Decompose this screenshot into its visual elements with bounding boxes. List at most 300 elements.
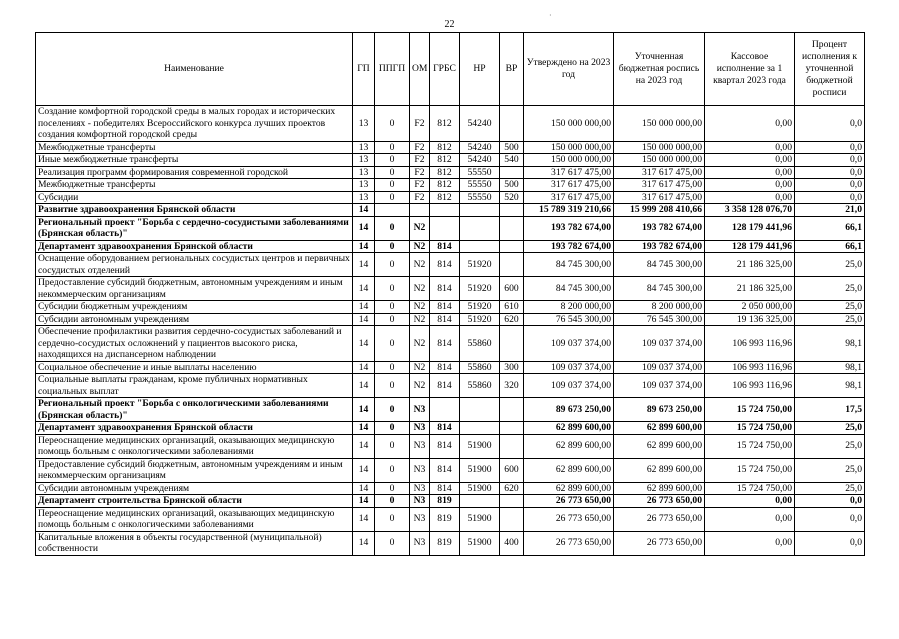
cell-ppgp: 0 xyxy=(375,422,410,435)
cell-approved: 109 037 374,00 xyxy=(524,361,614,374)
cell-approved: 8 200 000,00 xyxy=(524,301,614,314)
cell-om: F2 xyxy=(410,106,430,142)
table-row xyxy=(36,106,865,142)
cell-nr: 51900 xyxy=(460,507,500,531)
cell-gp: 14 xyxy=(353,434,375,458)
cell-grbs: 814 xyxy=(430,326,460,362)
cell-grbs: 819 xyxy=(430,531,460,555)
table-row xyxy=(36,154,865,167)
cell-name: Переоснащение медицинских организаций, оказывающих медицинскую помощь больным с онкологическими заболеваниями xyxy=(36,507,353,531)
cell-executed: 15 724 750,00 xyxy=(705,422,795,435)
cell-gp: 13 xyxy=(353,166,375,179)
cell-name: Межбюджетные трансферты xyxy=(36,141,353,154)
cell-grbs: 814 xyxy=(430,422,460,435)
cell-executed: 21 186 325,00 xyxy=(705,277,795,301)
cell-grbs: 814 xyxy=(430,240,460,253)
cell-percent: 21,0 xyxy=(795,204,865,217)
cell-ppgp xyxy=(375,204,410,217)
cell-grbs: 812 xyxy=(430,179,460,192)
cell-om: N3 xyxy=(410,398,430,422)
cell-nr: 55550 xyxy=(460,191,500,204)
cell-name: Социальное обеспечение и иные выплаты населению xyxy=(36,361,353,374)
cell-refined: 8 200 000,00 xyxy=(614,301,705,314)
cell-approved: 26 773 650,00 xyxy=(524,507,614,531)
cell-name: Субсидии бюджетным учреждениям xyxy=(36,301,353,314)
cell-grbs: 814 xyxy=(430,253,460,277)
cell-refined: 109 037 374,00 xyxy=(614,361,705,374)
cell-executed: 0,00 xyxy=(705,507,795,531)
cell-ppgp: 0 xyxy=(375,398,410,422)
cell-name: Оснащение оборудованием региональных сосудистых центров и первичных сосудистых отделений xyxy=(36,253,353,277)
cell-name: Региональный проект "Борьба с сердечно-сосудистыми заболеваниями (Брянская область)" xyxy=(36,216,353,240)
cell-vr: 400 xyxy=(500,531,524,555)
cell-percent: 0,0 xyxy=(795,166,865,179)
cell-om: N3 xyxy=(410,531,430,555)
cell-grbs xyxy=(430,204,460,217)
cell-vr: 610 xyxy=(500,301,524,314)
table-row xyxy=(36,326,865,362)
cell-nr xyxy=(460,398,500,422)
cell-percent: 66,1 xyxy=(795,240,865,253)
cell-executed: 0,00 xyxy=(705,179,795,192)
cell-om: N3 xyxy=(410,422,430,435)
cell-approved: 84 745 300,00 xyxy=(524,277,614,301)
cell-name: Предоставление субсидий бюджетным, автономным учреждениям и иным некоммерческим организациям xyxy=(36,458,353,482)
cell-gp: 13 xyxy=(353,179,375,192)
cell-executed: 0,00 xyxy=(705,154,795,167)
cell-vr xyxy=(500,422,524,435)
cell-nr: 54240 xyxy=(460,141,500,154)
cell-name: Создание комфортной городской среды в малых городах и исторических поселениях - победителях Всероссийского конкурса лучших проектов создания комфортной городской среды xyxy=(36,106,353,142)
cell-executed: 0,00 xyxy=(705,166,795,179)
cell-grbs: 814 xyxy=(430,374,460,398)
cell-executed: 15 724 750,00 xyxy=(705,458,795,482)
cell-ppgp: 0 xyxy=(375,434,410,458)
cell-om: N3 xyxy=(410,482,430,495)
cell-om: N3 xyxy=(410,434,430,458)
cell-ppgp: 0 xyxy=(375,106,410,142)
col-header-refined: Уточненная бюджетная роспись на 2023 год xyxy=(614,33,705,106)
cell-om: F2 xyxy=(410,141,430,154)
cell-nr: 51920 xyxy=(460,313,500,326)
cell-percent: 25,0 xyxy=(795,434,865,458)
cell-gp: 14 xyxy=(353,301,375,314)
cell-percent: 25,0 xyxy=(795,253,865,277)
cell-grbs: 814 xyxy=(430,301,460,314)
cell-gp: 14 xyxy=(353,531,375,555)
cell-vr: 520 xyxy=(500,191,524,204)
cell-executed: 0,00 xyxy=(705,191,795,204)
cell-gp: 14 xyxy=(353,507,375,531)
cell-name: Предоставление субсидий бюджетным, автономным учреждениям и иным некоммерческим организациям xyxy=(36,277,353,301)
cell-refined: 76 545 300,00 xyxy=(614,313,705,326)
cell-gp: 14 xyxy=(353,204,375,217)
cell-vr xyxy=(500,326,524,362)
cell-om xyxy=(410,204,430,217)
cell-gp: 14 xyxy=(353,458,375,482)
cell-om: N2 xyxy=(410,240,430,253)
cell-vr xyxy=(500,398,524,422)
table-row xyxy=(36,216,865,240)
cell-refined: 317 617 475,00 xyxy=(614,166,705,179)
col-header-approved: Утверждено на 2023 год xyxy=(524,33,614,106)
cell-name: Развитие здравоохранения Брянской области xyxy=(36,204,353,217)
cell-om: N2 xyxy=(410,313,430,326)
cell-refined: 109 037 374,00 xyxy=(614,374,705,398)
cell-approved: 193 782 674,00 xyxy=(524,240,614,253)
cell-executed: 128 179 441,96 xyxy=(705,216,795,240)
cell-om: N3 xyxy=(410,495,430,508)
col-header-percent: Процент исполнения к уточненной бюджетной росписи xyxy=(795,33,865,106)
cell-refined: 15 999 208 410,66 xyxy=(614,204,705,217)
cell-name: Департамент здравоохранения Брянской области xyxy=(36,422,353,435)
cell-refined: 26 773 650,00 xyxy=(614,495,705,508)
cell-percent: 0,0 xyxy=(795,154,865,167)
cell-gp: 13 xyxy=(353,141,375,154)
cell-percent: 98,1 xyxy=(795,374,865,398)
cell-nr: 51900 xyxy=(460,531,500,555)
col-header-gp: ГП xyxy=(353,33,375,106)
cell-vr: 620 xyxy=(500,313,524,326)
cell-name: Переоснащение медицинских организаций, оказывающих медицинскую помощь больным с онкологическими заболеваниями xyxy=(36,434,353,458)
cell-nr: 55860 xyxy=(460,374,500,398)
cell-approved: 109 037 374,00 xyxy=(524,374,614,398)
cell-refined: 150 000 000,00 xyxy=(614,154,705,167)
cell-executed: 0,00 xyxy=(705,495,795,508)
cell-vr xyxy=(500,434,524,458)
col-header-om: ОМ xyxy=(410,33,430,106)
cell-vr: 500 xyxy=(500,141,524,154)
table-row xyxy=(36,240,865,253)
cell-om: F2 xyxy=(410,166,430,179)
cell-refined: 317 617 475,00 xyxy=(614,179,705,192)
cell-ppgp: 0 xyxy=(375,531,410,555)
cell-vr xyxy=(500,253,524,277)
cell-ppgp: 0 xyxy=(375,313,410,326)
cell-nr xyxy=(460,216,500,240)
cell-approved: 150 000 000,00 xyxy=(524,106,614,142)
table-row xyxy=(36,434,865,458)
cell-om: N2 xyxy=(410,277,430,301)
cell-vr: 320 xyxy=(500,374,524,398)
cell-percent: 25,0 xyxy=(795,301,865,314)
cell-name: Департамент здравоохранения Брянской области xyxy=(36,240,353,253)
table-row xyxy=(36,531,865,555)
cell-grbs: 812 xyxy=(430,106,460,142)
cell-nr: 51900 xyxy=(460,482,500,495)
col-header-name: Наименование xyxy=(36,33,353,106)
cell-approved: 62 899 600,00 xyxy=(524,458,614,482)
cell-executed: 0,00 xyxy=(705,531,795,555)
cell-executed: 15 724 750,00 xyxy=(705,482,795,495)
cell-ppgp: 0 xyxy=(375,458,410,482)
cell-name: Иные межбюджетные трансферты xyxy=(36,154,353,167)
table-row xyxy=(36,166,865,179)
cell-refined: 62 899 600,00 xyxy=(614,434,705,458)
cell-grbs: 812 xyxy=(430,141,460,154)
cell-refined: 26 773 650,00 xyxy=(614,507,705,531)
cell-refined: 89 673 250,00 xyxy=(614,398,705,422)
table-row xyxy=(36,301,865,314)
cell-grbs xyxy=(430,216,460,240)
cell-percent: 25,0 xyxy=(795,482,865,495)
cell-refined: 150 000 000,00 xyxy=(614,106,705,142)
cell-approved: 26 773 650,00 xyxy=(524,531,614,555)
cell-name: Межбюджетные трансферты xyxy=(36,179,353,192)
cell-refined: 84 745 300,00 xyxy=(614,277,705,301)
cell-ppgp: 0 xyxy=(375,216,410,240)
cell-nr xyxy=(460,204,500,217)
cell-nr: 51920 xyxy=(460,253,500,277)
cell-percent: 0,0 xyxy=(795,106,865,142)
table-row xyxy=(36,277,865,301)
cell-ppgp: 0 xyxy=(375,301,410,314)
cell-approved: 317 617 475,00 xyxy=(524,191,614,204)
cell-ppgp: 0 xyxy=(375,179,410,192)
cell-grbs: 814 xyxy=(430,434,460,458)
cell-grbs: 814 xyxy=(430,361,460,374)
cell-gp: 14 xyxy=(353,253,375,277)
table-row xyxy=(36,204,865,217)
cell-ppgp: 0 xyxy=(375,495,410,508)
cell-percent: 0,0 xyxy=(795,531,865,555)
cell-vr: 540 xyxy=(500,154,524,167)
cell-name: Субсидии автономным учреждениям xyxy=(36,482,353,495)
cell-approved: 89 673 250,00 xyxy=(524,398,614,422)
cell-om: N2 xyxy=(410,216,430,240)
cell-nr: 51920 xyxy=(460,277,500,301)
cell-vr: 620 xyxy=(500,482,524,495)
table-row xyxy=(36,141,865,154)
cell-approved: 150 000 000,00 xyxy=(524,141,614,154)
cell-gp: 14 xyxy=(353,398,375,422)
cell-approved: 15 789 319 210,66 xyxy=(524,204,614,217)
cell-grbs: 814 xyxy=(430,482,460,495)
cell-vr xyxy=(500,204,524,217)
cell-name: Субсидии xyxy=(36,191,353,204)
cell-vr xyxy=(500,495,524,508)
cell-approved: 62 899 600,00 xyxy=(524,422,614,435)
cell-refined: 62 899 600,00 xyxy=(614,458,705,482)
table-body xyxy=(36,106,865,556)
cell-gp: 14 xyxy=(353,313,375,326)
cell-gp: 13 xyxy=(353,106,375,142)
cell-percent: 25,0 xyxy=(795,458,865,482)
cell-refined: 26 773 650,00 xyxy=(614,531,705,555)
cell-percent: 25,0 xyxy=(795,422,865,435)
cell-ppgp: 0 xyxy=(375,326,410,362)
cell-executed: 15 724 750,00 xyxy=(705,434,795,458)
cell-approved: 150 000 000,00 xyxy=(524,154,614,167)
cell-grbs: 814 xyxy=(430,458,460,482)
cell-approved: 193 782 674,00 xyxy=(524,216,614,240)
cell-refined: 84 745 300,00 xyxy=(614,253,705,277)
cell-name: Капитальные вложения в объекты государственной (муниципальной) собственности xyxy=(36,531,353,555)
cell-ppgp: 0 xyxy=(375,191,410,204)
cell-om: N2 xyxy=(410,361,430,374)
cell-refined: 62 899 600,00 xyxy=(614,422,705,435)
cell-ppgp: 0 xyxy=(375,507,410,531)
cell-om: N3 xyxy=(410,458,430,482)
cell-grbs: 814 xyxy=(430,313,460,326)
table-row xyxy=(36,482,865,495)
cell-refined: 62 899 600,00 xyxy=(614,482,705,495)
cell-om: N2 xyxy=(410,301,430,314)
cell-om: N2 xyxy=(410,326,430,362)
cell-name: Департамент строительства Брянской области xyxy=(36,495,353,508)
table-row xyxy=(36,458,865,482)
cell-nr xyxy=(460,240,500,253)
cell-approved: 317 617 475,00 xyxy=(524,166,614,179)
cell-nr: 55550 xyxy=(460,179,500,192)
cell-percent: 25,0 xyxy=(795,277,865,301)
cell-ppgp: 0 xyxy=(375,361,410,374)
cell-executed: 2 050 000,00 xyxy=(705,301,795,314)
cell-gp: 14 xyxy=(353,495,375,508)
col-header-grbs: ГРБС xyxy=(430,33,460,106)
cell-nr: 54240 xyxy=(460,154,500,167)
cell-name: Субсидии автономным учреждениям xyxy=(36,313,353,326)
cell-approved: 109 037 374,00 xyxy=(524,326,614,362)
cell-executed: 0,00 xyxy=(705,106,795,142)
table-header-row xyxy=(36,33,865,106)
cell-om: N2 xyxy=(410,374,430,398)
cell-ppgp: 0 xyxy=(375,277,410,301)
page-number: 22 xyxy=(444,19,455,30)
col-header-vr: ВР xyxy=(500,33,524,106)
table-row xyxy=(36,361,865,374)
cell-refined: 109 037 374,00 xyxy=(614,326,705,362)
cell-om: F2 xyxy=(410,179,430,192)
cell-gp: 14 xyxy=(353,277,375,301)
cell-gp: 13 xyxy=(353,154,375,167)
table-row xyxy=(36,374,865,398)
cell-percent: 0,0 xyxy=(795,495,865,508)
cell-grbs: 812 xyxy=(430,154,460,167)
cell-gp: 14 xyxy=(353,361,375,374)
cell-percent: 25,0 xyxy=(795,313,865,326)
col-header-ppgp: ППГП xyxy=(375,33,410,106)
cell-grbs: 812 xyxy=(430,191,460,204)
cell-approved: 76 545 300,00 xyxy=(524,313,614,326)
table-row xyxy=(36,313,865,326)
cell-om: F2 xyxy=(410,191,430,204)
cell-nr: 51920 xyxy=(460,301,500,314)
col-header-executed: Кассовое исполнение за 1 квартал 2023 года xyxy=(705,33,795,106)
cell-grbs: 814 xyxy=(430,277,460,301)
cell-approved: 26 773 650,00 xyxy=(524,495,614,508)
cell-ppgp: 0 xyxy=(375,374,410,398)
cell-ppgp: 0 xyxy=(375,482,410,495)
table-row xyxy=(36,507,865,531)
budget-table xyxy=(35,32,865,556)
col-header-nr: НР xyxy=(460,33,500,106)
cell-name: Реализация программ формирования современной городской xyxy=(36,166,353,179)
cell-nr: 54240 xyxy=(460,106,500,142)
cell-grbs: 812 xyxy=(430,166,460,179)
cell-executed: 19 136 325,00 xyxy=(705,313,795,326)
table-row xyxy=(36,422,865,435)
cell-om: F2 xyxy=(410,154,430,167)
table-row xyxy=(36,398,865,422)
cell-percent: 0,0 xyxy=(795,191,865,204)
cell-name: Обеспечение профилактики развития сердечно-сосудистых заболеваний и сердечно-сосудистых осложнений у пациентов высокого риска, находящихся на диспансерном наблюдении xyxy=(36,326,353,362)
cell-nr: 55860 xyxy=(460,326,500,362)
cell-percent: 66,1 xyxy=(795,216,865,240)
cell-vr xyxy=(500,507,524,531)
cell-nr: 51900 xyxy=(460,458,500,482)
cell-approved: 62 899 600,00 xyxy=(524,434,614,458)
cell-ppgp: 0 xyxy=(375,141,410,154)
cell-name: Региональный проект "Борьба с онкологическими заболеваниями (Брянская область)" xyxy=(36,398,353,422)
cell-approved: 317 617 475,00 xyxy=(524,179,614,192)
cell-gp: 14 xyxy=(353,216,375,240)
cell-executed: 128 179 441,96 xyxy=(705,240,795,253)
table-row xyxy=(36,495,865,508)
cell-name: Социальные выплаты гражданам, кроме публичных нормативных социальных выплат xyxy=(36,374,353,398)
cell-executed: 15 724 750,00 xyxy=(705,398,795,422)
cell-gp: 14 xyxy=(353,326,375,362)
cell-gp: 14 xyxy=(353,240,375,253)
cell-executed: 21 186 325,00 xyxy=(705,253,795,277)
cell-gp: 14 xyxy=(353,482,375,495)
cell-percent: 0,0 xyxy=(795,141,865,154)
cell-vr: 600 xyxy=(500,277,524,301)
cell-gp: 14 xyxy=(353,422,375,435)
cell-vr xyxy=(500,106,524,142)
cell-vr xyxy=(500,166,524,179)
cell-refined: 317 617 475,00 xyxy=(614,191,705,204)
cell-nr: 51900 xyxy=(460,434,500,458)
cell-executed: 3 358 128 076,70 xyxy=(705,204,795,217)
cell-vr: 300 xyxy=(500,361,524,374)
cell-nr: 55860 xyxy=(460,361,500,374)
cell-percent: 98,1 xyxy=(795,326,865,362)
cell-grbs: 819 xyxy=(430,495,460,508)
cell-nr: 55550 xyxy=(460,166,500,179)
cell-refined: 193 782 674,00 xyxy=(614,216,705,240)
cell-vr: 500 xyxy=(500,179,524,192)
cell-ppgp: 0 xyxy=(375,253,410,277)
scan-mark: · xyxy=(549,11,552,20)
cell-approved: 62 899 600,00 xyxy=(524,482,614,495)
cell-ppgp: 0 xyxy=(375,154,410,167)
table-row xyxy=(36,179,865,192)
cell-vr: 600 xyxy=(500,458,524,482)
cell-percent: 0,0 xyxy=(795,507,865,531)
cell-gp: 14 xyxy=(353,374,375,398)
cell-percent: 17,5 xyxy=(795,398,865,422)
cell-approved: 84 745 300,00 xyxy=(524,253,614,277)
cell-ppgp: 0 xyxy=(375,240,410,253)
cell-grbs: 819 xyxy=(430,507,460,531)
cell-executed: 0,00 xyxy=(705,141,795,154)
cell-vr xyxy=(500,240,524,253)
table-row xyxy=(36,253,865,277)
cell-grbs xyxy=(430,398,460,422)
cell-om: N3 xyxy=(410,507,430,531)
cell-vr xyxy=(500,216,524,240)
cell-refined: 193 782 674,00 xyxy=(614,240,705,253)
cell-percent: 0,0 xyxy=(795,179,865,192)
cell-om: N2 xyxy=(410,253,430,277)
cell-executed: 106 993 116,96 xyxy=(705,326,795,362)
cell-refined: 150 000 000,00 xyxy=(614,141,705,154)
cell-nr xyxy=(460,422,500,435)
table-row xyxy=(36,191,865,204)
cell-ppgp: 0 xyxy=(375,166,410,179)
cell-executed: 106 993 116,96 xyxy=(705,361,795,374)
